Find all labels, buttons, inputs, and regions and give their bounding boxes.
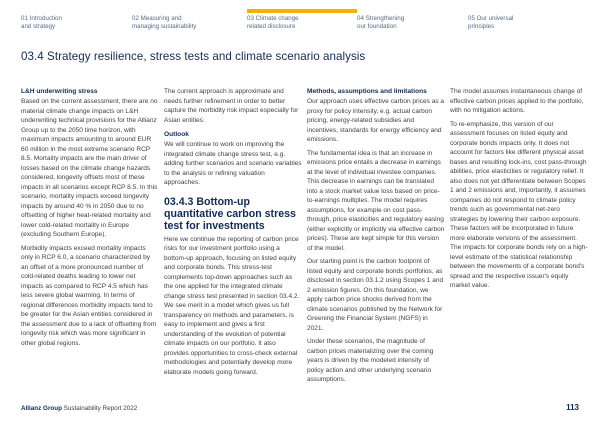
nav-item-climate-change[interactable] — [247, 15, 357, 31]
nav-item-line2: our foundation — [357, 23, 397, 30]
column-3 — [307, 87, 445, 389]
nav-item-line2: and strategy — [21, 23, 56, 30]
nav-item-line1: 04 Strengthening — [357, 15, 405, 22]
paragraph: The model assumes instantaneous change of effective carbon prices applied to the portfolio, with no mitigation actions. — [450, 88, 584, 114]
paragraph: The fundamental idea is that an increase in emissions price entails a decrease in earnings at the level of individual investee companies. This decrease in earnings can be translated into a stock market value loss based on price-to-earnings multiples. The model requires assumptions, for example on cost pass-through, price elasticities and regulatory easing (either explicitly or implicitly via effective carbon prices). These are kept simple for this version of the model. — [307, 149, 445, 252]
nav-item-line2: principles — [468, 23, 495, 30]
nav-item-line2: related disclosure — [247, 23, 296, 30]
nav-item-line1: 03 Climate change — [247, 15, 299, 22]
nav-item-universal-principles[interactable] — [468, 15, 578, 31]
section-heading-methods: Methods, assumptions and limitations — [307, 88, 427, 95]
nav-item-line1: 02 Measuring and — [132, 15, 182, 22]
nav-item-line2: managing sustainability — [132, 23, 197, 30]
section-heading-lh-underwriting: L&H underwriting stress — [21, 88, 98, 95]
nav-item-line1: 01 Introduction — [21, 15, 62, 22]
paragraph: The current approach is approximate and needs further refinement in order to better capture the morbidity risk impact especially for Asian entities. — [164, 88, 299, 124]
column-2 — [164, 87, 302, 381]
footer-report-title — [21, 405, 137, 412]
page-number: 113 — [566, 403, 579, 412]
paragraph: Morbidity impacts exceed mortality impacts only in RCP 6.0, a scenario characterized by an offset of a more pronounced number of cold-related deaths leading to lower net impacts as compared to RCP 4.5 which has less severe global warming. In terms of regional differences morbidity impacts tend to be greater for the Asian entities considered in the assessment due to a lack of offsetting from longevity risk which was more significant in other global regions. — [21, 244, 157, 347]
nav-item-introduction[interactable] — [21, 15, 131, 31]
footer-report-name: Sustainability Report 2022 — [61, 405, 138, 412]
column-4 — [450, 87, 588, 295]
paragraph: Under these scenarios, the magnitude of carbon prices materializing over the coming years is driven by the modeled intensity of policy action and other underlying scenario assumptions. — [307, 338, 434, 383]
section-heading-bottom-up: 03.4.3 Bottom-up quantitative carbon stress test for investments — [164, 195, 296, 232]
page-title: 03.4 Strategy resilience, stress tests and climate scenario analysis — [21, 50, 366, 63]
section-heading-outlook: Outlook — [164, 131, 189, 138]
nav-item-measuring[interactable] — [132, 15, 242, 31]
footer-brand: Allianz Group — [21, 405, 62, 412]
chapter-navigation — [0, 0, 600, 40]
paragraph: Our approach uses effective carbon prices as a proxy for policy intensity, e.g. actual carbon pricing, energy-related subsidies and incentives, standards for energy efficiency and emissions. — [307, 98, 445, 143]
paragraph: To re-emphasize, this version of our assessment focuses on listed equity and corporate bonds impacts only. It does not account for factors like different physical asset bases and resulting lock-ins, cost pass-through abilities, price elasticities or regulatory relief. It also does not yet differentiate between Scopes 1 and 2 emissions and, importantly, it assumes companies do not respond to climate policy trends such as governmental net-zero strategies by lowering their carbon exposure. These factors will be incorporated in future more elaborate versions of the assessment. The impacts for corporate bonds rely on a high-level estimate of the statistical relationship between the movements of a corporate bond's spread and the respective issuer's equity market value. — [450, 120, 588, 289]
paragraph: Based on the current assessment, there are no material climate change impacts on L&H underwriting technical provisions for the Allianz Group up to the 2050 time horizon, with maximum impacts amounting to around EUR 60 million in the most extreme scenario RCP 8.5. Mortality impacts are the main driver of losses based on the climate change hazards considered, longevity offsets most of these impacts in all scenarios except RCP 8.5. In this scenario, mortality impacts exceed longevity impacts by around 40 % in 2050 due to no offsetting of higher heat-related mortality and lower cold-related mortality in Europe (excluding Southern Europe). — [21, 98, 158, 238]
paragraph: Our starting point is the carbon footprint of listed equity and corporate bonds portfolios, as disclosed in section 03.1.2 using Scopes 1 and 2 emission figures. On this foundation, we apply carbon price shocks derived from the climate scenarios published by the Network for Greening the Financial System (NGFS) in 2021. — [307, 258, 444, 332]
nav-item-strengthening[interactable] — [357, 15, 467, 31]
nav-item-line1: 05 Our universal — [468, 15, 514, 22]
column-1 — [21, 87, 159, 352]
paragraph: We will continue to work on improving the integrated climate change stress test, e.g. adding further scenarios and scenario variables to the analysis or refining valuation approaches. — [164, 141, 302, 186]
paragraph: Here we continue the reporting of carbon price risks for our investment portfolio using a bottom-up approach, focusing on listed equity and corporate bonds. This stress-test complements top-down approaches such as the one applied for the integrated climate change stress test presented in section 03.4.2. We see merit in a model which gives us full transparency on methods and parameters, is easy to implement and gives a first understanding of the evolution of potential climate impacts on our portfolio. It also provides opportunities to cross-check external methodologies and potentially develop more elaborate models going forward. — [164, 235, 300, 376]
